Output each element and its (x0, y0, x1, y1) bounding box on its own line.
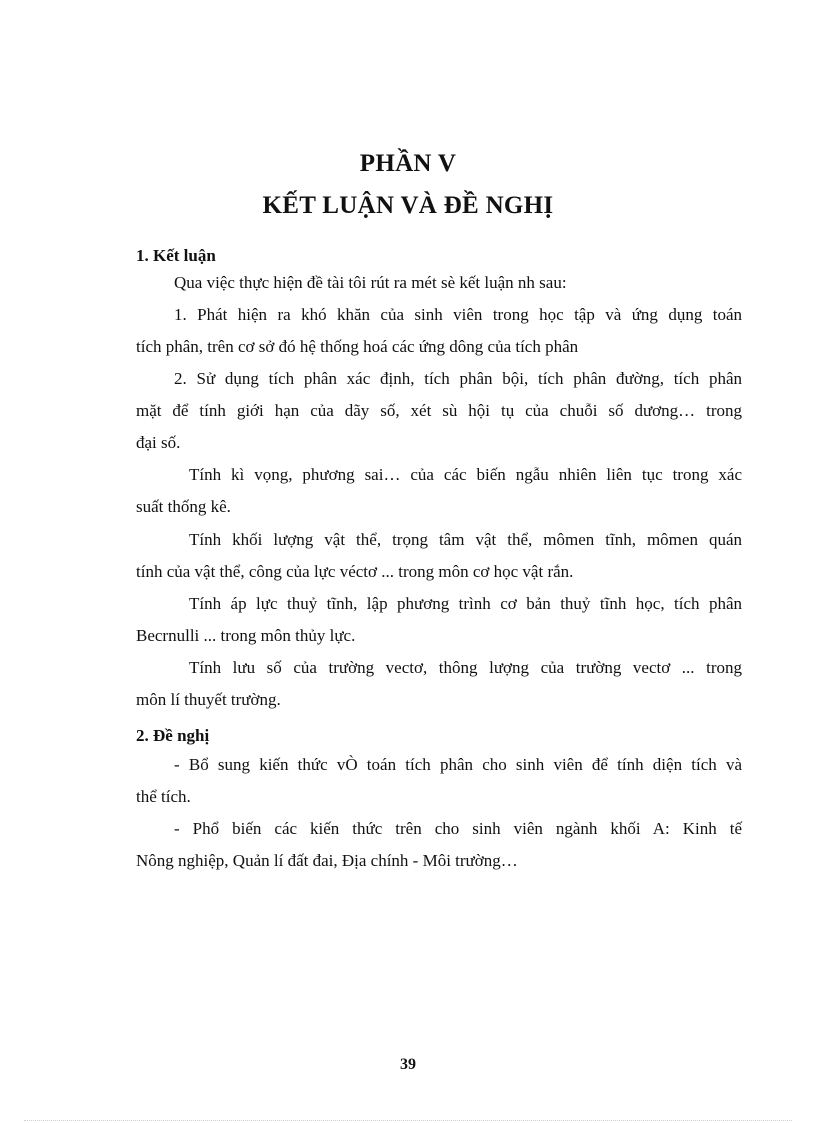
paragraph-line: - Bổ sung kiến thức vÒ toán tích phân cho sinh viên để tính diện tích và (174, 755, 742, 774)
page-number: 39 (400, 1056, 416, 1073)
paragraph-line: Tính áp lực thuỷ tĩnh, lập phương trình cơ bản thuỷ tĩnh học, tích phân (189, 594, 742, 613)
paragraph-line: môn lí thuyết trường. (136, 690, 281, 709)
paragraph-line: thể tích. (136, 787, 191, 806)
paragraph-line: 1. Phát hiện ra khó khăn của sinh viên trong học tập và ứng dụng toán (174, 305, 742, 324)
paragraph-line: tích phân, trên cơ sở đó hệ thống hoá các ứng dông của tích phân (136, 337, 579, 356)
paragraph-line: Tính kì vọng, phương sai… của các biến ngẫu nhiên liên tục trong xác (189, 465, 742, 484)
section-heading-recommendation: 2. Đề nghị (136, 726, 210, 745)
paragraph-line: Tính lưu số của trường vectơ, thông lượng của trường vectơ ... trong (189, 658, 742, 677)
paragraph-line: Becrnulli ... trong môn thủy lực. (136, 626, 356, 645)
paragraph-line: 2. Sử dụng tích phân xác định, tích phân bội, tích phân đường, tích phân (174, 369, 742, 388)
paragraph-line: - Phổ biến các kiến thức trên cho sinh viên ngành khối A: Kinh tế (174, 819, 742, 838)
paragraph-line: suất thống kê. (136, 497, 231, 516)
paragraph-line: mặt để tính giới hạn của dãy số, xét sù hội tụ của chuỗi số dương… trong (136, 401, 742, 420)
page-bottom-divider (24, 1120, 792, 1121)
paragraph-line: Qua việc thực hiện đề tài tôi rút ra mét sè kết luận nh sau: (174, 273, 567, 292)
paragraph-line: Tính khối lượng vật thể, trọng tâm vật thể, mômen tĩnh, mômen quán (189, 530, 742, 549)
chapter-title: KẾT LUẬN VÀ ĐỀ NGHỊ (262, 192, 554, 219)
section-heading-conclusion: 1. Kết luận (136, 246, 216, 265)
part-title: PHẦN V (359, 150, 457, 177)
paragraph-line: đại số. (136, 433, 181, 452)
paragraph-line: Nông nghiệp, Quản lí đất đai, Địa chính - Môi trường… (136, 851, 518, 870)
paragraph-line: tính của vật thể, công của lực véctơ ... trong môn cơ học vật rắn. (136, 562, 574, 581)
